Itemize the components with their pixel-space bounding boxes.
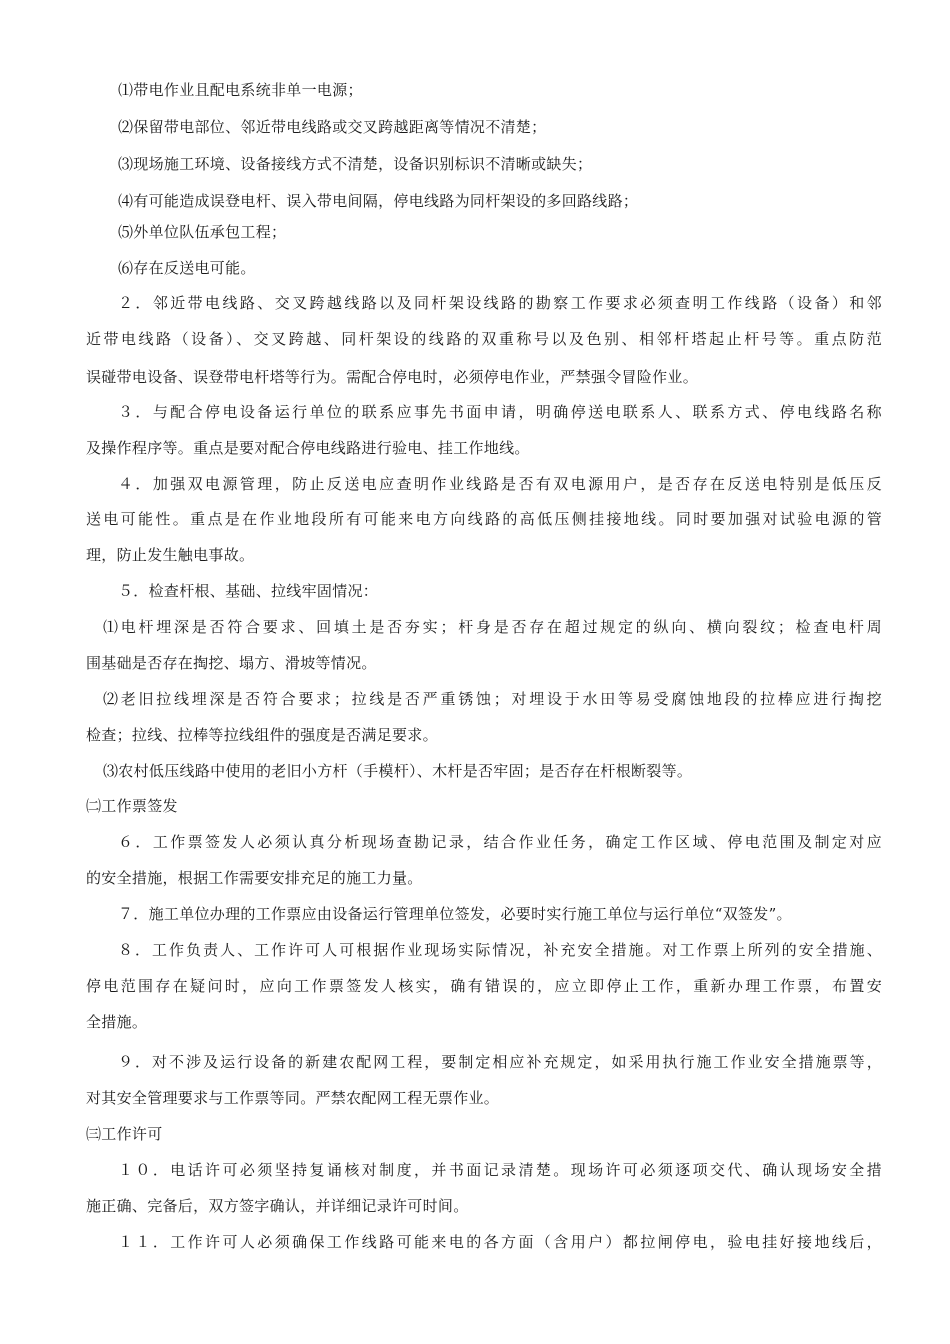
paragraph-line: 近带电线路（设备）、交叉跨越、同杆架设的线路的双重称号以及色别、相邻杆塔起止杆号等。重点防范 [86, 330, 882, 348]
list-item-5: ⑸外单位队伍承包工程； [118, 223, 287, 241]
section-line: ５．检查杆根、基础、拉线牢固情况： [118, 582, 379, 600]
list-item-2: ⑵保留带电部位、邻近带电线路或交叉跨越距离等情况不清楚； [118, 118, 547, 136]
paragraph-line: ４．加强双电源管理，防止反送电应查明作业线路是否有双电源用户，是否存在反送电特别是低压反 [118, 475, 882, 493]
section-heading: ㈡工作票签发 [86, 797, 178, 815]
paragraph-line: 全措施。 [86, 1013, 148, 1031]
list-item-3: ⑶现场施工环境、设备接线方式不清楚，设备识别标识不清晰或缺失； [118, 155, 593, 173]
list-item-6: ⑹存在反送电可能。 [118, 259, 256, 277]
list-item-4: ⑷有可能造成误登电杆、误入带电间隔，停电线路为同杆架设的多回路线路； [118, 192, 639, 210]
paragraph-line: 停电范围存在疑问时，应向工作票签发人核实，确有错误的，应立即停止工作，重新办理工作票，布置安 [86, 977, 882, 995]
paragraph-line: 及操作程序等。重点是要对配合停电线路进行验电、挂工作地线。 [86, 439, 530, 457]
list-item-line: 围基础是否存在掏挖、塌方、滑坡等情况。 [86, 654, 377, 672]
list-item-line: ⑵老旧拉线埋深是否符合要求；拉线是否严重锈蚀；对埋设于水田等易受腐蚀地段的拉棒应进行掏挖 [103, 690, 882, 708]
paragraph-line: 理，防止发生触电事故。 [86, 546, 255, 564]
paragraph-line: 对其安全管理要求与工作票等同。严禁农配网工程无票作业。 [86, 1089, 500, 1107]
list-item-1: ⑴带电作业且配电系统非单一电源； [118, 81, 363, 99]
paragraph-line: 误碰带电设备、误登带电杆塔等行为。需配合停电时，必须停电作业，严禁强令冒险作业。 [86, 368, 699, 386]
paragraph-line: １０．电话许可必须坚持复诵核对制度，并书面记录清楚。现场许可必须逐项交代、确认现场安全措 [118, 1161, 882, 1179]
paragraph-line: ９．对不涉及运行设备的新建农配网工程，要制定相应补充规定，如采用执行施工作业安全措施票等， [118, 1053, 882, 1071]
section-heading: ㈢工作许可 [86, 1125, 163, 1143]
paragraph-line: 送电可能性。重点是在作业地段所有可能来电方向线路的高低压侧挂接地线。同时要加强对试验电源的管 [86, 510, 882, 528]
paragraph-line: ８．工作负责人、工作许可人可根据作业现场实际情况，补充安全措施。对工作票上所列的安全措施、 [118, 941, 882, 959]
paragraph-line: ６．工作票签发人必须认真分析现场查勘记录，结合作业任务，确定工作区域、停电范围及制定对应 [118, 833, 882, 851]
paragraph-line: ２．邻近带电线路、交叉跨越线路以及同杆架设线路的勘察工作要求必须查明工作线路（设备）和邻 [118, 294, 882, 312]
paragraph-line: 施正确、完备后，双方签字确认，并详细记录许可时间。 [86, 1197, 469, 1215]
paragraph-line: １１．工作许可人必须确保工作线路可能来电的各方面（含用户）都拉闸停电，验电挂好接地线后， [118, 1233, 882, 1251]
paragraph-line: 的安全措施，根据工作需要安排充足的施工力量。 [86, 869, 423, 887]
paragraph-line: ７．施工单位办理的工作票应由设备运行管理单位签发，必要时实行施工单位与运行单位“双签发”。 [118, 905, 792, 923]
list-item-line: ⑶农村低压线路中使用的老旧小方杆（手模杆）、木杆是否牢固；是否存在杆根断裂等。 [103, 762, 693, 780]
list-item-line: 检查；拉线、拉棒等拉线组件的强度是否满足要求。 [86, 726, 438, 744]
list-item-line: ⑴电杆埋深是否符合要求、回填土是否夯实；杆身是否存在超过规定的纵向、横向裂纹；检查电杆周 [103, 618, 882, 636]
paragraph-line: ３．与配合停电设备运行单位的联系应事先书面申请，明确停送电联系人、联系方式、停电线路名称 [118, 403, 882, 421]
